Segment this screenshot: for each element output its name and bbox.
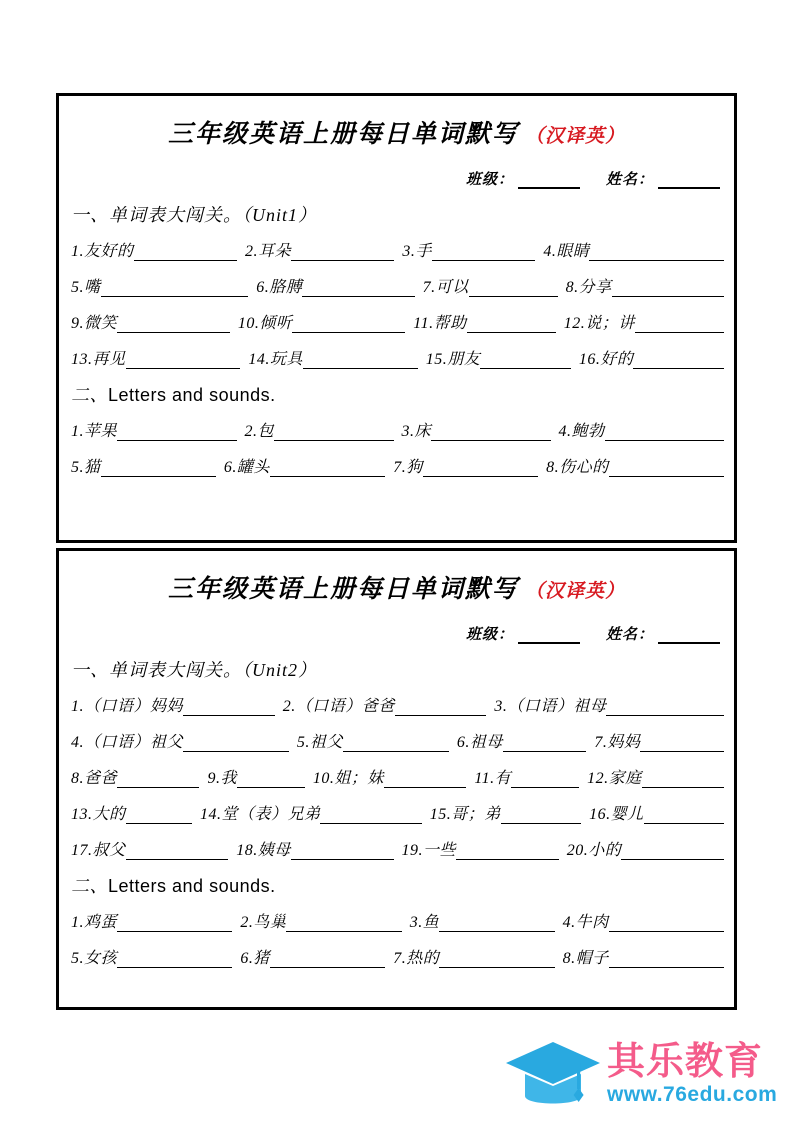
- worksheet-title-note: （汉译英）: [525, 126, 626, 147]
- vocab-answer-blank[interactable]: [286, 917, 401, 932]
- vocab-item-prompt: 3.（口语）祖母: [494, 698, 607, 715]
- vocab-item-prompt: 4.眼睛: [543, 243, 590, 260]
- worksheet-card-unit1: [56, 93, 737, 543]
- vocab-item[interactable]: [589, 801, 724, 824]
- vocab-item[interactable]: [563, 909, 724, 932]
- vocab-item-prompt: 4.鲍勃: [558, 423, 605, 440]
- item-row: [69, 339, 724, 375]
- vocab-item-prompt: 13.大的: [71, 806, 126, 823]
- vocab-answer-blank[interactable]: [320, 809, 421, 824]
- vocab-item-prompt: 3.床: [401, 423, 432, 440]
- vocab-item-prompt: 19.一些: [401, 842, 457, 859]
- vocab-answer-blank[interactable]: [609, 953, 724, 968]
- vocab-item-prompt: 5.猫: [71, 459, 101, 476]
- vocab-item[interactable]: [256, 274, 414, 297]
- vocab-item-prompt: 7.热的: [393, 950, 440, 967]
- vocab-answer-blank[interactable]: [292, 318, 405, 333]
- worksheet-title-note: （汉译英）: [525, 581, 626, 602]
- vocab-item-prompt: 9.微笑: [71, 315, 118, 332]
- vocab-item[interactable]: [245, 238, 394, 261]
- vocab-item[interactable]: [566, 274, 724, 297]
- name-field-label: 姓名：: [605, 172, 654, 188]
- vocab-item[interactable]: [240, 909, 401, 932]
- vocab-item-prompt: 8.爸爸: [71, 770, 118, 787]
- vocab-item-prompt: 20.小的: [566, 842, 622, 859]
- vocab-item-prompt: 5.嘴: [71, 279, 101, 296]
- section-heading: [69, 375, 724, 411]
- vocab-answer-blank[interactable]: [291, 845, 394, 860]
- vocab-answer-blank[interactable]: [117, 426, 236, 441]
- vocab-item[interactable]: [297, 729, 449, 752]
- vocab-item[interactable]: [71, 693, 275, 716]
- vocab-item[interactable]: [71, 454, 216, 477]
- vocab-item-prompt: 1.苹果: [71, 423, 118, 440]
- vocab-item[interactable]: [563, 945, 724, 968]
- vocab-item[interactable]: [543, 238, 724, 261]
- item-row: [69, 758, 724, 794]
- class-field-label: 班级：: [465, 172, 514, 188]
- section-heading-index: 二、: [71, 876, 108, 896]
- vocab-item[interactable]: [393, 454, 538, 477]
- vocab-item-prompt: 6.祖母: [456, 734, 503, 751]
- vocab-item-prompt: 14.玩具: [248, 351, 303, 368]
- vocab-item[interactable]: [248, 346, 417, 369]
- vocab-item-prompt: 17.叔父: [71, 842, 126, 859]
- item-row: [69, 830, 724, 866]
- vocab-answer-blank[interactable]: [503, 737, 587, 752]
- vocab-item[interactable]: [546, 454, 724, 477]
- class-field-label: 班级：: [465, 627, 514, 643]
- vocab-item[interactable]: [559, 418, 725, 441]
- graduation-cap-icon: [503, 1038, 603, 1112]
- vocab-item-prompt: 1.鸡蛋: [71, 914, 118, 931]
- name-field[interactable]: [606, 623, 720, 644]
- name-field[interactable]: [606, 168, 720, 189]
- student-meta-row: [69, 154, 724, 195]
- vocab-answer-blank[interactable]: [274, 426, 393, 441]
- vocab-item[interactable]: [564, 310, 724, 333]
- vocab-item[interactable]: [236, 837, 393, 860]
- vocab-answer-blank[interactable]: [183, 701, 275, 716]
- worksheet-card-unit2: [56, 548, 737, 1010]
- vocab-item-prompt: 3.鱼: [409, 914, 440, 931]
- vocab-item-prompt: 7.狗: [393, 459, 423, 476]
- vocab-item[interactable]: [71, 274, 248, 297]
- brand-logo: [503, 1032, 793, 1118]
- vocab-answer-blank[interactable]: [343, 737, 449, 752]
- vocab-item[interactable]: [71, 909, 232, 932]
- vocab-answer-blank[interactable]: [270, 953, 385, 968]
- vocab-answer-blank[interactable]: [270, 462, 385, 477]
- vocab-item[interactable]: [474, 765, 579, 788]
- vocab-item-prompt: 8.伤心的: [546, 459, 609, 476]
- vocab-answer-blank[interactable]: [101, 462, 216, 477]
- class-field[interactable]: [466, 168, 580, 189]
- vocab-answer-blank[interactable]: [633, 354, 724, 369]
- vocab-answer-blank[interactable]: [501, 809, 581, 824]
- vocab-item-prompt: 1.（口语）妈妈: [71, 698, 184, 715]
- vocab-item-prompt: 4.（口语）祖父: [71, 734, 184, 751]
- vocab-item-prompt: 18.姨母: [236, 842, 291, 859]
- vocab-item-prompt: 15.朋友: [425, 351, 481, 368]
- item-row: [69, 794, 724, 830]
- vocab-item[interactable]: [423, 274, 558, 297]
- vocab-answer-blank[interactable]: [117, 318, 230, 333]
- vocab-item-prompt: 7.可以: [422, 279, 469, 296]
- vocab-item[interactable]: [402, 837, 559, 860]
- vocab-answer-blank[interactable]: [183, 737, 289, 752]
- vocab-item[interactable]: [71, 418, 237, 441]
- section-heading: [69, 866, 724, 902]
- vocab-answer-blank[interactable]: [237, 773, 305, 788]
- vocab-answer-blank[interactable]: [101, 282, 249, 297]
- vocab-item[interactable]: [71, 310, 230, 333]
- vocab-answer-blank[interactable]: [117, 917, 232, 932]
- item-row: [69, 303, 724, 339]
- vocab-answer-blank[interactable]: [291, 246, 394, 261]
- vocab-item[interactable]: [313, 765, 466, 788]
- vocab-answer-blank[interactable]: [134, 246, 237, 261]
- brand-name: 其乐教育: [607, 1040, 764, 1083]
- vocab-answer-blank[interactable]: [480, 354, 571, 369]
- vocab-item[interactable]: [71, 729, 289, 752]
- vocab-item[interactable]: [71, 765, 199, 788]
- vocab-item-prompt: 7.妈妈: [594, 734, 641, 751]
- section-heading-text: Letters and sounds.: [108, 385, 276, 405]
- vocab-item[interactable]: [238, 310, 405, 333]
- vocab-answer-blank[interactable]: [431, 426, 550, 441]
- student-meta-row: [69, 609, 724, 650]
- vocab-item-prompt: 16.婴儿: [589, 806, 644, 823]
- vocab-item-prompt: 12.家庭: [587, 770, 642, 787]
- vocab-item[interactable]: [457, 729, 587, 752]
- vocab-item[interactable]: [402, 418, 551, 441]
- vocab-item[interactable]: [71, 945, 232, 968]
- vocab-item[interactable]: [207, 765, 304, 788]
- vocab-item-prompt: 15.哥；弟: [429, 806, 501, 823]
- vocab-answer-blank[interactable]: [423, 462, 538, 477]
- worksheet-title-row: [69, 102, 724, 154]
- vocab-answer-blank[interactable]: [439, 953, 554, 968]
- vocab-item-prompt: 5.祖父: [296, 734, 343, 751]
- vocab-item-prompt: 2.包: [244, 423, 275, 440]
- vocab-answer-blank[interactable]: [395, 701, 487, 716]
- vocab-answer-blank[interactable]: [126, 845, 229, 860]
- vocab-answer-blank[interactable]: [605, 426, 724, 441]
- name-field-blank[interactable]: [658, 172, 720, 189]
- vocab-item-prompt: 9.我: [207, 770, 237, 787]
- vocab-answer-blank[interactable]: [621, 845, 724, 860]
- vocab-item[interactable]: [283, 693, 487, 716]
- vocab-answer-blank[interactable]: [384, 773, 466, 788]
- worksheet-title: 三年级英语上册每日单词默写: [167, 121, 519, 148]
- vocab-item[interactable]: [71, 346, 240, 369]
- vocab-item-prompt: 10.姐；妹: [312, 770, 384, 787]
- vocab-item[interactable]: [430, 801, 581, 824]
- vocab-item-prompt: 5.女孩: [71, 950, 118, 967]
- vocab-item[interactable]: [71, 801, 192, 824]
- section-heading: 一、单词表大闯关。（Unit1）: [71, 205, 317, 225]
- vocab-item[interactable]: [410, 909, 555, 932]
- worksheet-title: 三年级英语上册每日单词默写: [167, 576, 519, 603]
- vocab-item-prompt: 13.再见: [71, 351, 126, 368]
- vocab-answer-blank[interactable]: [609, 917, 724, 932]
- vocab-item-prompt: 11.帮助: [413, 315, 467, 332]
- item-row: [69, 686, 724, 722]
- vocab-item[interactable]: [494, 693, 724, 716]
- vocab-item[interactable]: [413, 310, 556, 333]
- item-row: [69, 267, 724, 303]
- item-row: [69, 902, 724, 938]
- brand-url: www.76edu.com: [607, 1083, 778, 1107]
- vocab-item-prompt: 8.帽子: [562, 950, 609, 967]
- vocab-answer-blank[interactable]: [612, 282, 724, 297]
- vocab-item-prompt: 16.好的: [578, 351, 634, 368]
- vocab-item-prompt: 4.牛肉: [562, 914, 609, 931]
- vocab-item[interactable]: [402, 238, 535, 261]
- vocab-answer-blank[interactable]: [609, 462, 724, 477]
- class-field[interactable]: [466, 623, 580, 644]
- vocab-item-prompt: 10.倾听: [237, 315, 293, 332]
- vocab-item-prompt: 2.耳朵: [244, 243, 291, 260]
- vocab-item-prompt: 14.堂（表）兄弟: [199, 806, 321, 823]
- vocab-item-prompt: 11.有: [474, 770, 512, 787]
- vocab-item[interactable]: [426, 346, 571, 369]
- item-row: [69, 938, 724, 974]
- vocab-item[interactable]: [587, 765, 724, 788]
- vocab-item-prompt: 6.胳膊: [256, 279, 303, 296]
- section-heading-index: 二、: [71, 385, 108, 405]
- vocab-item-prompt: 6.猪: [240, 950, 270, 967]
- vocab-answer-blank[interactable]: [126, 354, 241, 369]
- vocab-item[interactable]: [393, 945, 554, 968]
- vocab-item[interactable]: [224, 454, 385, 477]
- vocab-answer-blank[interactable]: [511, 773, 579, 788]
- vocab-answer-blank[interactable]: [439, 917, 554, 932]
- section-heading-text: Letters and sounds.: [108, 876, 276, 896]
- vocab-answer-blank[interactable]: [642, 773, 724, 788]
- vocab-item-prompt: 3.手: [402, 243, 432, 260]
- vocab-item[interactable]: [200, 801, 422, 824]
- name-field-label: 姓名：: [605, 627, 654, 643]
- vocab-item[interactable]: [240, 945, 385, 968]
- class-field-blank[interactable]: [518, 627, 580, 644]
- item-row: [69, 231, 724, 267]
- vocab-item[interactable]: [567, 837, 724, 860]
- vocab-item-prompt: 12.说；讲: [563, 315, 635, 332]
- item-row: [69, 722, 724, 758]
- vocab-answer-blank[interactable]: [467, 318, 556, 333]
- vocab-answer-blank[interactable]: [640, 737, 724, 752]
- vocab-answer-blank[interactable]: [635, 318, 724, 333]
- worksheet-title-row: [69, 557, 724, 609]
- vocab-answer-blank[interactable]: [126, 809, 192, 824]
- section-heading: 一、单词表大闯关。（Unit2）: [71, 660, 317, 680]
- vocab-item-prompt: 1.友好的: [71, 243, 134, 260]
- vocab-answer-blank[interactable]: [644, 809, 724, 824]
- vocab-answer-blank[interactable]: [117, 773, 199, 788]
- vocab-item[interactable]: [594, 729, 724, 752]
- vocab-answer-blank[interactable]: [117, 953, 232, 968]
- vocab-answer-blank[interactable]: [606, 701, 724, 716]
- class-field-blank[interactable]: [518, 172, 580, 189]
- name-field-blank[interactable]: [658, 627, 720, 644]
- vocab-answer-blank[interactable]: [589, 246, 724, 261]
- vocab-item[interactable]: [579, 346, 724, 369]
- vocab-item-prompt: 2.鸟巢: [240, 914, 287, 931]
- vocab-item-prompt: 6.罐头: [223, 459, 270, 476]
- vocab-answer-blank[interactable]: [303, 354, 418, 369]
- logo-text-block: [607, 1040, 778, 1108]
- vocab-item[interactable]: [245, 418, 394, 441]
- vocab-answer-blank[interactable]: [456, 845, 559, 860]
- vocab-item[interactable]: [71, 837, 228, 860]
- vocab-answer-blank[interactable]: [432, 246, 535, 261]
- vocab-item-prompt: 8.分享: [565, 279, 612, 296]
- vocab-answer-blank[interactable]: [302, 282, 414, 297]
- item-row: [69, 447, 724, 483]
- item-row: [69, 411, 724, 447]
- vocab-item[interactable]: [71, 238, 237, 261]
- vocab-item-prompt: 2.（口语）爸爸: [282, 698, 395, 715]
- vocab-answer-blank[interactable]: [469, 282, 558, 297]
